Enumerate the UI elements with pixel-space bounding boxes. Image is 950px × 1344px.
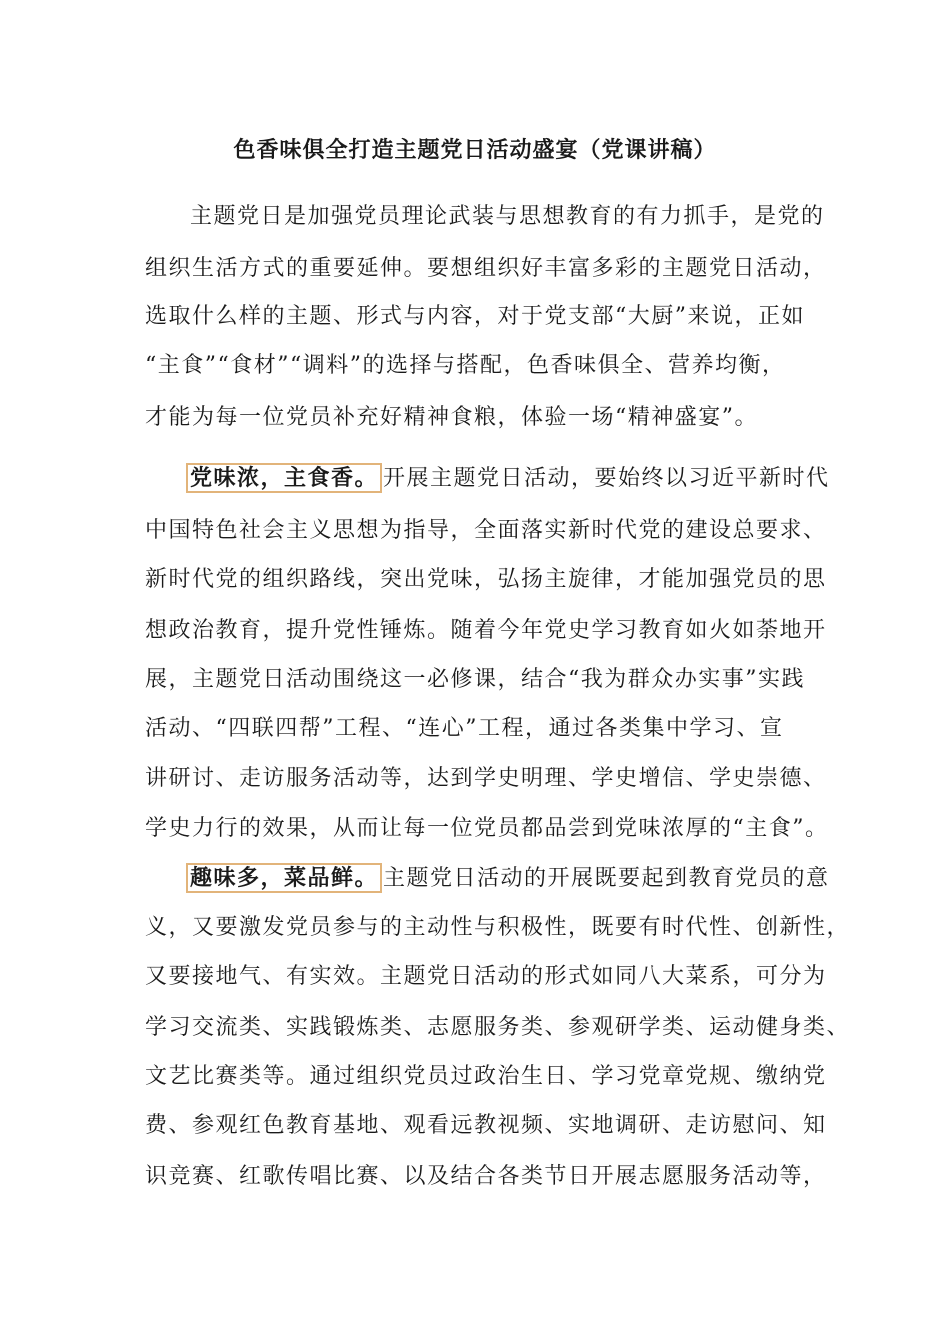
text-line: 想政治教育，提升党性锤炼。随着今年党史学习教育如火如荼地开	[145, 618, 827, 643]
text-line: 学史力行的效果，从而让每一位党员都品尝到党味浓厚的“主食”。	[145, 816, 829, 841]
text-line: 学习交流类、实践锻炼类、志愿服务类、参观研学类、运动健身类、	[145, 1015, 851, 1040]
text-line: 组织生活方式的重要延伸。要想组织好丰富多彩的主题党日活动，	[145, 256, 827, 281]
text-line: 讲研讨、走访服务活动等，达到学史明理、学史增信、学史崇德、	[145, 766, 827, 791]
text-run: 开展主题党日活动，要始终以习近平新时代	[383, 466, 830, 491]
text-run: 主题党日活动的开展既要起到教育党员的意	[383, 866, 830, 891]
text-line: 活动、“四联四帮”工程、“连心”工程，通过各类集中学习、宣	[145, 716, 784, 741]
text-line: 识竞赛、红歌传唱比赛、以及结合各类节日开展志愿服务活动等，	[145, 1164, 827, 1189]
text-line: 才能为每一位党员补充好精神食粮，体验一场“精神盛宴”。	[145, 405, 758, 430]
text-line	[190, 863, 830, 894]
text-line: 展，主题党日活动围绕这一必修课，结合“我为群众办实事”实践	[145, 667, 805, 692]
section-heading-highlight: 趣味多，菜品鲜。	[186, 863, 382, 893]
page-title: 色香味俱全打造主题党日活动盛宴（党课讲稿）	[233, 137, 717, 163]
text-line: 中国特色社会主义思想为指导，全面落实新时代党的建设总要求、	[145, 518, 827, 543]
text-line: 文艺比赛类等。通过组织党员过政治生日、学习党章党规、缴纳党	[145, 1064, 827, 1089]
section-heading-highlight: 党味浓，主食香。	[186, 463, 382, 493]
text-line: 新时代党的组织路线，突出党味，弘扬主旋律，才能加强党员的思	[145, 567, 827, 592]
text-line: 费、参观红色教育基地、观看远教视频、实地调研、走访慰问、知	[145, 1113, 827, 1138]
text-line: “主食”“食材”“调料”的选择与搭配，色香味俱全、营养均衡，	[145, 353, 786, 378]
text-line	[190, 463, 830, 494]
text-line: 又要接地气、有实效。主题党日活动的形式如同八大菜系，可分为	[145, 964, 827, 989]
text-line: 选取什么样的主题、形式与内容，对于党支部“大厨”来说，正如	[145, 304, 805, 329]
text-line: 主题党日是加强党员理论武装与思想教育的有力抓手，是党的	[190, 204, 825, 229]
text-line: 义，又要激发党员参与的主动性与积极性，既要有时代性、创新性，	[145, 915, 851, 940]
